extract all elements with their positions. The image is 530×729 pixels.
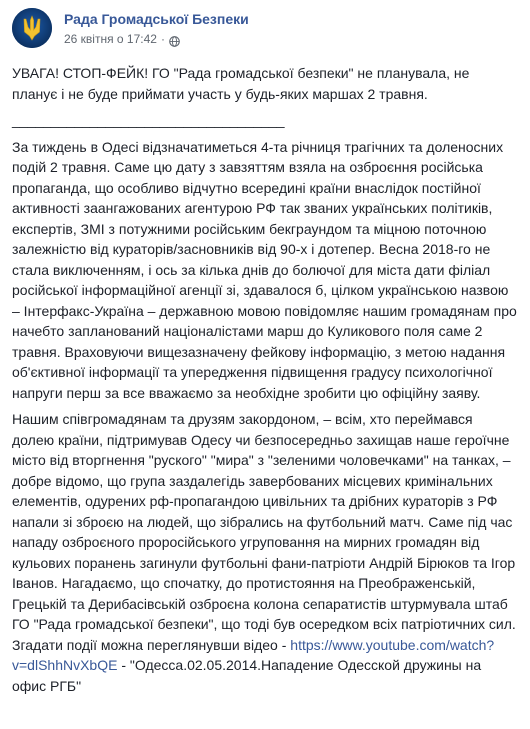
post-subline — [64, 30, 249, 48]
history-text: Нашим співгромадянам та друзям закордоном, – всім, хто переймався долею країни, підтримував Одесу чи безпосередньо захищав наше героїчне місто від вторгнення "руского" "мира" з "зеленими чоловечками" на танках, – добре відомо, що група заздалегідь завербованих місцевих кримінальних елементів, одурених рф-пропагандою цивільних та дрібних кураторів з РФ напали зі зброєю на людей, що зібрались на футбольний матч. Саме під час нападу озброєного проросійського угруповання на мирних громадян від кульових поранень загинули футбольні фани-патріоти Андрій Бірюков та Ігор Іванов. Нагадаємо, що спочатку, до протистояння на Преображенській, Грецькій та Дерибасівській озброєна колона сепаратистів штурмувала штаб ГО "Рада громадської безпеки", що тоді був осередком всіх патріотичних сил. Згадати події можна переглянувши відео - — [12, 411, 516, 653]
post-meta — [64, 8, 249, 48]
meta-separator: · — [160, 32, 165, 46]
youtube-link[interactable]: https://www.youtube.com/watch?v=dlShhNvXbQE — [12, 636, 495, 673]
text-divider: ___________________________________ — [12, 112, 285, 128]
post-body — [12, 63, 517, 702]
video-title-text: - "Одесса.02.05.2014.Нападение Одесской дружины на офис РГБ" — [12, 657, 482, 694]
post-paragraph-warning: УВАГА! СТОП-ФЕЙК! ГО "Рада громадської безпеки" не планувала, не планує і не буде приймати участь у будь-яких маршах 2 травня. — [12, 65, 470, 102]
globe-icon[interactable] — [169, 34, 180, 45]
post-header — [12, 8, 249, 52]
page-avatar[interactable] — [12, 8, 52, 48]
page-name-link[interactable]: Рада Громадської Безпеки — [64, 11, 249, 27]
post-timestamp[interactable]: 26 квітня о 17:42 — [64, 32, 157, 46]
post-paragraph-main: За тиждень в Одесі відзначатиметься 4-та річниця трагічних та доленосних подій 2 травня. Саме цю дату з завзяттям взяла на озброєння російська пропаганда, що особливо відчутно всередині країни внаслідок постійної активності заангажованих агентурою РФ так званих українських політиків, експертів, ЗМІ з потужними російським бекграундом та міцною поточною залежністю від кураторів/засновників від 90-х і дотепер. Весна 2018-го не стала виключенням, і ось за кілька днів до болючої для міста дати філіал російської інформаційної агенції зі, здавалося б, цілком українською назвою – Інтерфакс-Україна – державною мовою повідомляє нашим громадянам про начебто запланований націоналістами марш до Куликового поля саме 2 травня. Враховуючи вищезазначену фейкову інформацію, з метою надання об'єктивної інформації та упередження підвищення градусу психологічної напруги перш за все вважаємо за необхідне зробити цю офіційну заяву. — [12, 138, 517, 401]
post-paragraph-history — [12, 409, 517, 696]
trident-icon — [12, 8, 52, 48]
